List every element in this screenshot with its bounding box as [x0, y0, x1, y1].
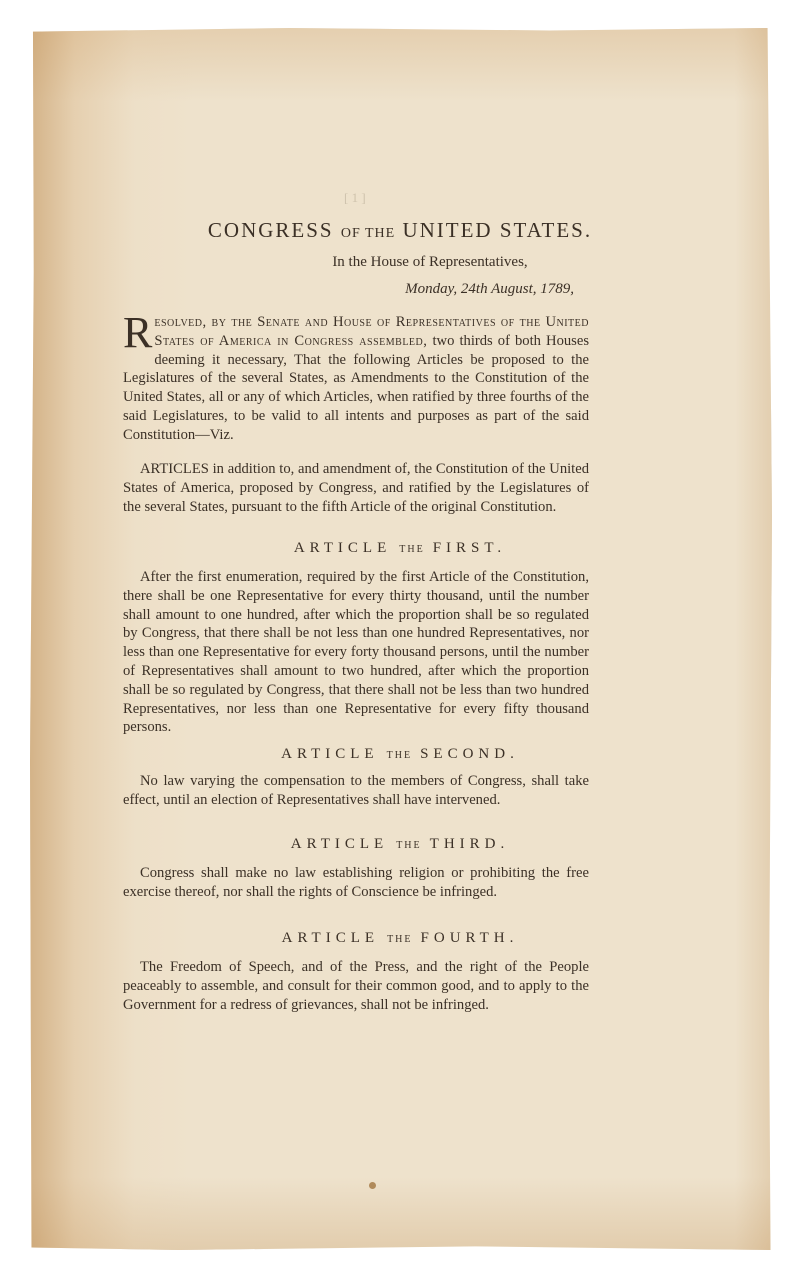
- signature-mark: [369, 1182, 376, 1189]
- date-line: Monday, 24th August, 1789,: [405, 281, 574, 297]
- heading-ordinal: SECOND.: [420, 746, 519, 762]
- heading-ordinal: THIRD.: [429, 836, 510, 852]
- article-second-heading: [0, 746, 800, 763]
- page-number: [ 1 ]: [344, 190, 366, 205]
- drop-cap: R: [123, 308, 153, 357]
- title-united-states: UNITED STATES.: [402, 218, 593, 242]
- house-line: In the House of Representatives,: [332, 254, 528, 270]
- heading-word: ARTICLE: [281, 930, 380, 946]
- title-of-the: OF THE: [340, 226, 396, 241]
- article-fourth-text: The Freedom of Speech, and of the Press, and the right of the People peaceably to assemble, and consult for their common good, and to apply to the Government for a redress of grievances, shall not be infringed.: [123, 959, 589, 1013]
- heading-the: THE: [387, 934, 413, 945]
- article-second-text: No law varying the compensation to the members of Congress, shall take effect, until an election of Representatives shall have intervened.: [123, 773, 589, 808]
- heading-ordinal: FIRST.: [432, 540, 507, 556]
- heading-word: ARTICLE: [281, 746, 379, 762]
- article-third-text: Congress shall make no law establishing religion or prohibiting the free exercise thereof, nor shall the rights of Conscience be infringed.: [123, 865, 589, 900]
- title-congress: CONGRESS: [207, 218, 334, 242]
- resolved-smallcaps: esolved, by the Senate and House of Representatives of the United States of America in Congress assembled,: [154, 314, 589, 349]
- heading-the: THE: [396, 840, 422, 851]
- resolved-paragraph: [123, 308, 590, 445]
- heading-ordinal: FOURTH.: [420, 930, 519, 946]
- document-title: [0, 218, 800, 243]
- heading-word: ARTICLE: [290, 836, 389, 852]
- article-third-heading: [0, 836, 800, 853]
- article-fourth-heading: [0, 930, 800, 947]
- article-first-text: After the first enumeration, required by the first Article of the Constitution, there shall be one Representative for every thirty thousand, until the number shall amount to one hundred, after which the proportion shall be so regulated by Congress, that there shall be not less than one hundred Representatives, nor less than one Representative for every forty thousand persons, until the number of Representatives shall amount to two hundred, after which the proportion shall be so regulated by Congress, that there shall not be less than two hundred Representatives, nor less than one Representative for every fifty thousand persons.: [123, 569, 589, 736]
- heading-the: THE: [399, 544, 425, 555]
- heading-word: ARTICLE: [293, 540, 392, 556]
- resolved-text: two thirds of both Houses deeming it necessary, That the following Articles be proposed to the Legislatures of the several States, as Amendments to the Constitution of the United States, all or any of which Articles, when ratified by three fourths of the said Legislatures, to be valid to all intents and purposes as part of the said Constitution—Viz.: [123, 332, 590, 443]
- articles-intro-paragraph: ARTICLES in addition to, and amendment of, the Constitution of the United States of America, proposed by Congress, and ratified by the Legislatures of the several States, pursuant to the fifth Article of the original Constitution.: [123, 461, 589, 515]
- article-first-heading: [0, 540, 800, 557]
- heading-the: THE: [386, 750, 413, 761]
